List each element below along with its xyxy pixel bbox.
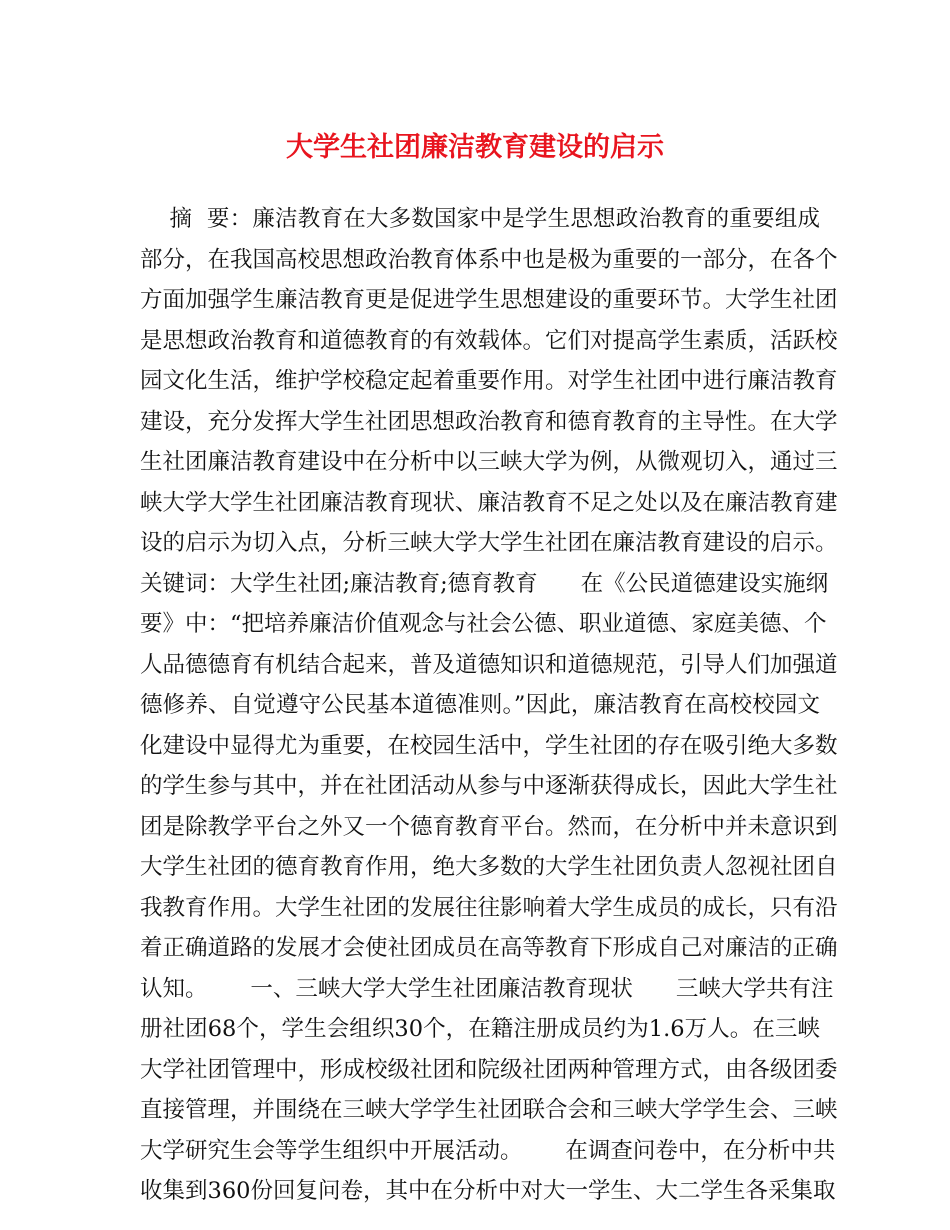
body-line: 认知。 一、三峡大学大学生社团廉洁教育现状 三峡大学共有注 [140,975,834,1002]
body-line: 大学研究生会等学生组织中开展活动。 在调查问卷中，在分析中共 [140,1137,836,1164]
body-line: 方面加强学生廉洁教育更是促进学生思想建设的重要环节。大学生社团 [140,287,838,313]
body-line: 册社团68个，学生会组织30个，在籍注册成员约为1.6万人。在三峡 [140,1016,820,1042]
body-line: 大学生社团的德育教育作用，绝大多数的大学生社团负责人忽视社团自 [140,854,838,880]
body-line: 建设，充分发挥大学生社团思想政治教育和德育教育的主导性。在大学 [140,408,838,435]
body-line: 直接管理，并围绕在三峡大学学生社团联合会和三峡大学学生会、三峡 [140,1097,838,1123]
body-line: 关键词：大学生社团;廉洁教育;德育教育 在《公民道德建设实施纲 [140,570,829,597]
body-line: 要》中：“把培养廉洁价值观念与社会公德、职业道德、家庭美德、个 [140,611,827,637]
body-line: 生社团廉洁教育建设中在分析中以三峡大学为例，从微观切入，通过三 [140,449,838,475]
body-line: 摘 要：廉洁教育在大多数国家中是学生思想政治教育的重要组成 [140,206,820,232]
body-line: 我教育作用。大学生社团的发展往往影响着大学生成员的成长，只有沿 [140,894,838,921]
body-line: 收集到360份回复问卷，其中在分析中对大一学生、大二学生各采集取 [140,1178,836,1204]
document-body [140,199,838,1212]
body-line: 园文化生活，维护学校稳定起着重要作用。对学生社团中进行廉洁教育 [140,368,838,394]
body-line: 设的启示为切入点，分析三峡大学大学生社团在廉洁教育建设的启示。 [140,530,838,556]
body-line: 是思想政治教育和道德教育的有效载体。它们对提高学生素质，活跃校 [140,327,838,354]
document-title: 大学生社团廉洁教育建设的启示 [286,132,664,163]
body-line: 德修养、自觉遵守公民基本道德准则。”因此，廉洁教育在高校校园文 [140,692,820,718]
body-line: 团是除教学平台之外又一个德育教育平台。然而，在分析中并未意识到 [140,813,838,840]
body-line: 大学社团管理中，形成校级社团和院级社团两种管理方式，由各级团委 [140,1056,838,1083]
body-line: 着正确道路的发展才会使社团成员在高等教育下形成自己对廉洁的正确 [140,935,838,961]
body-line: 化建设中显得尤为重要，在校园生活中，学生社团的存在吸引绝大多数 [140,732,838,759]
body-line: 人品德德育有机结合起来，普及道德知识和道德规范，引导人们加强道 [140,651,838,678]
body-line: 的学生参与其中，并在社团活动从参与中逐渐获得成长，因此大学生社 [140,773,838,799]
body-line: 峡大学大学生社团廉洁教育现状、廉洁教育不足之处以及在廉洁教育建 [140,489,838,516]
body-line: 部分，在我国高校思想政治教育体系中也是极为重要的一部分，在各个 [140,246,838,273]
